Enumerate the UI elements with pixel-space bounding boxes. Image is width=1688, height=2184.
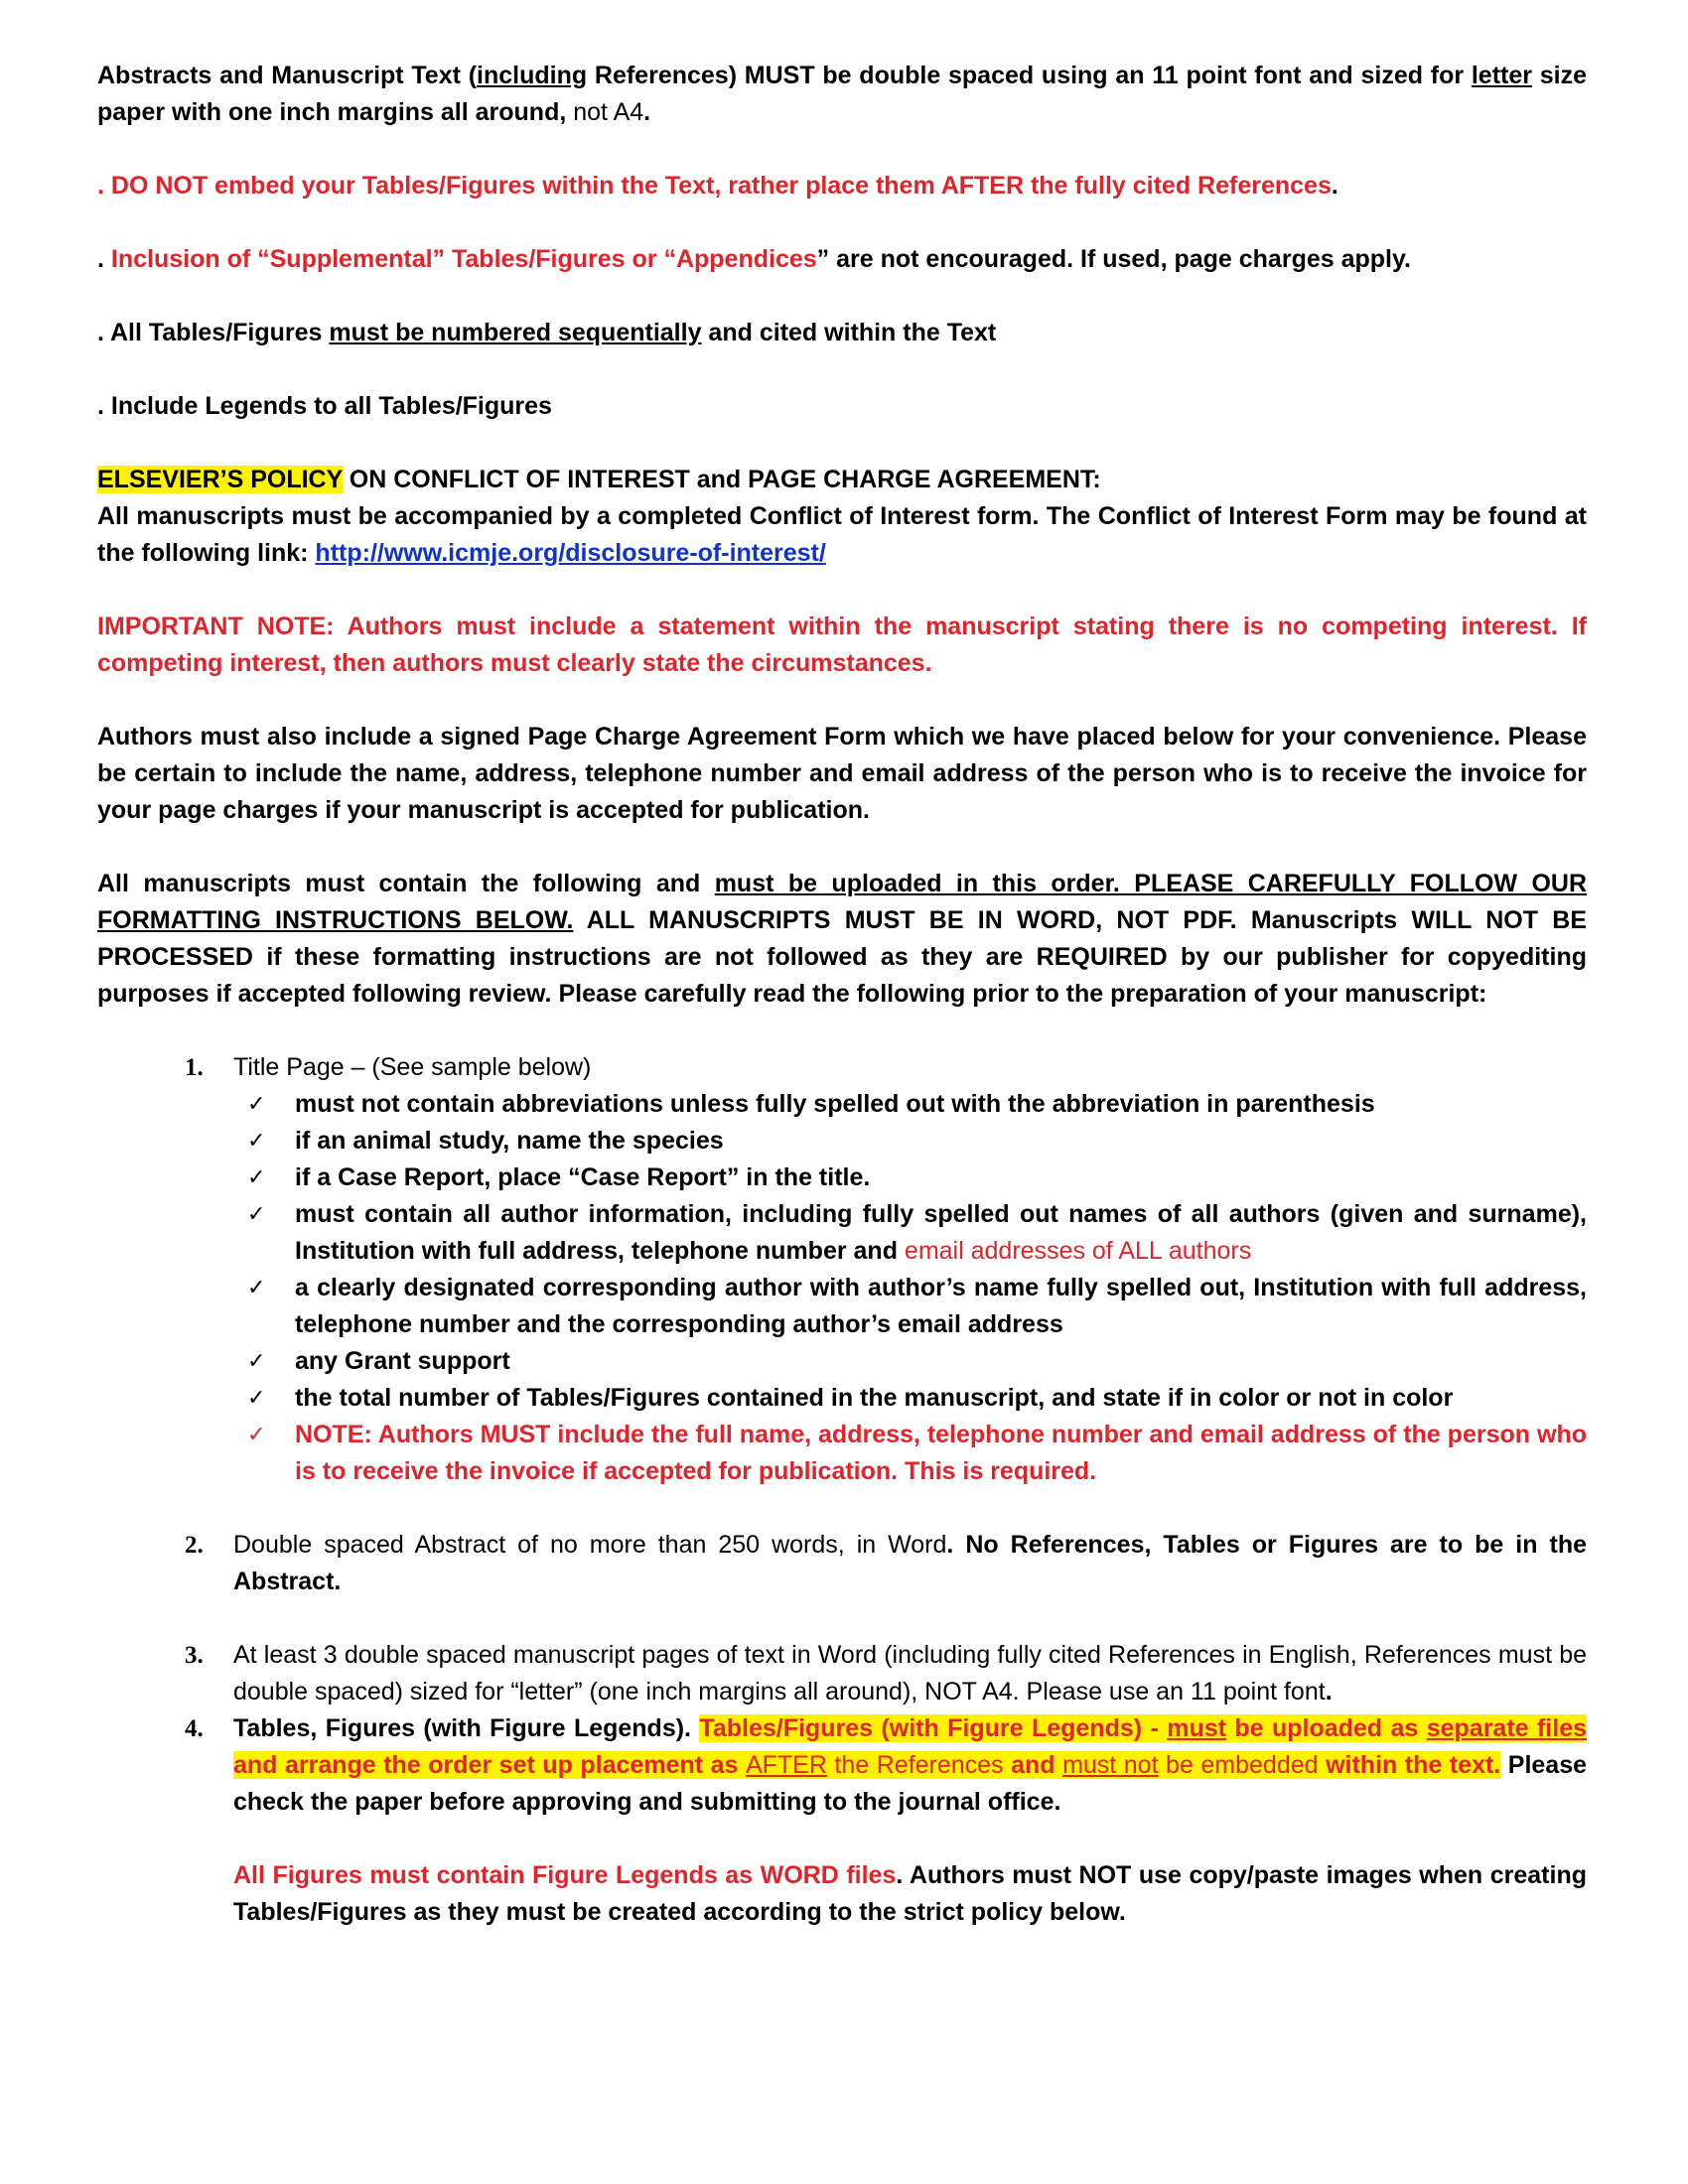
text-run: email addresses of ALL authors — [904, 1237, 1252, 1265]
checklist-item — [233, 1123, 1587, 1160]
checklist-item — [233, 1380, 1587, 1417]
text-run: . — [1325, 1678, 1333, 1706]
document-page — [97, 58, 1587, 1931]
text-run: a clearly designated corresponding author with author’s name fully spelled out, Institution with full address, telephone number and the corresponding author’s email address — [295, 1274, 1587, 1338]
bullet-supplemental — [97, 241, 1587, 278]
disclosure-link[interactable]: http://www.icmje.org/disclosure-of-interest/ — [315, 539, 826, 567]
text-run: must be numbered sequentially — [329, 319, 702, 346]
text-run: size paper with one inch margins all around, — [97, 62, 1587, 126]
text-run: letter — [1471, 62, 1532, 89]
text-run: Tables, Figures (with Figure Legends). — [233, 1714, 700, 1742]
text-run: must not contain abbreviations unless fully spelled out with the abbreviation in parenthesis — [295, 1090, 1375, 1118]
text-run: the total number of Tables/Figures contained in the manuscript, and state if in color or not in color — [295, 1384, 1454, 1412]
text-run: any Grant support — [295, 1347, 510, 1375]
gap — [97, 1490, 1587, 1527]
bullet-embed — [97, 168, 1587, 205]
text-run: . No References, Tables or Figures are to be in the Abstract. — [233, 1531, 1588, 1595]
list-item-title-page — [97, 1049, 1587, 1490]
list-number: 1. — [185, 1054, 204, 1081]
checkmark-icon: ✓ — [247, 1423, 266, 1447]
formatting-paragraph — [97, 58, 1587, 131]
text-run: . DO NOT embed your Tables/Figures within the Text, rather place them AFTER the fully cited References — [97, 172, 1332, 200]
text-run: and — [1011, 1751, 1063, 1779]
text-run: separate files — [1426, 1714, 1587, 1742]
requirements-list — [97, 1049, 1587, 1931]
text-run: be uploaded as — [1225, 1714, 1427, 1742]
text-run: . Authors must NOT use copy/paste images when creating Tables/Figures as they must be created according to the strict policy below. — [233, 1861, 1587, 1926]
gap — [97, 1600, 1587, 1637]
important-note: IMPORTANT NOTE: Authors must include a statement within the manuscript stating there is no competing interest. If competing interest, then authors must clearly state the circumstances. — [97, 613, 1587, 677]
checkmark-icon: ✓ — [247, 1129, 266, 1154]
text-run: ALL MANUSCRIPTS MUST BE IN WORD, NOT PDF. Manuscripts WILL NOT BE PROCESSED if these formatting instructions are not followed as they are REQUIRED by our publisher for copyediting purposes if accepted following review. Please carefully read the following prior to the preparation of your manuscript: — [97, 906, 1587, 1008]
checklist-item — [233, 1160, 1587, 1196]
text-run: . — [643, 98, 651, 126]
checklist-item — [233, 1270, 1587, 1343]
bullet-legends: . Include Legends to all Tables/Figures — [97, 392, 552, 420]
text-run: must contain all author information, including fully spelled out names of all authors (given and surname), Institution with full address, telephone number and — [295, 1200, 1587, 1265]
text-run: Double spaced Abstract of no more than 250 words, in Word — [233, 1531, 947, 1559]
checkmark-icon: ✓ — [247, 1386, 266, 1411]
text-run: if an animal study, name the species — [295, 1127, 724, 1155]
text-run: At least 3 double spaced manuscript pages of text in Word (including fully cited References in English, References must be double spaced) sized for “letter” (one inch margins all around), NOT A4. Please use an 11 point font — [233, 1641, 1587, 1706]
text-run: All manuscripts must be accompanied by a completed Conflict of Interest form. The Conflict of Interest Form may be found at the following link: — [97, 502, 1587, 567]
list-item-manuscript-pages — [97, 1637, 1587, 1710]
checklist-item — [233, 1086, 1587, 1123]
text-run: AFTER — [745, 1751, 827, 1779]
page-charge-paragraph: Authors must also include a signed Page Charge Agreement Form which we have placed below for your convenience. Please be certain to include the name, address, telephone number and email address of the person who is to receive the invoice for your page charges if your manuscript is accepted for publication. — [97, 723, 1587, 824]
list-item-tables-figures — [97, 1710, 1587, 1931]
bullet-numbering — [97, 315, 1587, 351]
text-run: Please check the paper before approving and submitting to the journal office. — [233, 1751, 1588, 1816]
text-run: and arrange the order set up placement as — [233, 1751, 746, 1779]
text-run: ON CONFLICT OF INTEREST and PAGE CHARGE AGREEMENT: — [342, 466, 1101, 493]
text-run: if a Case Report, place “Case Report” in the title. — [295, 1163, 871, 1191]
text-run: and cited within the Text — [701, 319, 997, 346]
text-run: must not — [1062, 1751, 1159, 1779]
text-run: must — [1167, 1714, 1226, 1742]
checkmark-icon: ✓ — [247, 1276, 266, 1300]
text-run: All Figures must contain Figure Legends as WORD files — [233, 1861, 897, 1889]
checklist-item — [233, 1343, 1587, 1380]
text-run: References) MUST be double spaced using an 11 point font and sized for — [587, 62, 1472, 89]
policy-body — [97, 498, 1587, 572]
text-run: Inclusion of “Supplemental” Tables/Figures or “Appendices — [110, 245, 817, 273]
text-run: ” are not encouraged. If used, page charges apply. — [816, 245, 1411, 273]
figure-legends-note — [233, 1857, 1587, 1931]
text-run: NOTE: Authors MUST include the full name, address, telephone number and email address of the person who is to receive the invoice if accepted for publication. This is required. — [295, 1421, 1587, 1485]
checkmark-icon: ✓ — [247, 1165, 266, 1190]
checklist — [233, 1086, 1587, 1490]
text-run: within the text. — [1326, 1751, 1501, 1779]
policy-heading — [97, 462, 1587, 498]
highlighted-text: ELSEVIER’S POLICY — [97, 466, 343, 493]
text-run: including — [477, 62, 588, 89]
text-run: . — [97, 245, 111, 273]
text-run: the References — [826, 1751, 1012, 1779]
list-item-title: Title Page – (See sample below) — [233, 1053, 592, 1081]
checkmark-icon: ✓ — [247, 1092, 266, 1117]
text-run: Abstracts and Manuscript Text ( — [97, 62, 478, 89]
checkmark-icon: ✓ — [247, 1349, 266, 1374]
list-number: 4. — [185, 1715, 204, 1742]
list-number: 2. — [185, 1532, 204, 1559]
list-item-abstract — [97, 1527, 1587, 1600]
upload-order-paragraph — [97, 866, 1587, 1013]
checklist-item-note — [233, 1417, 1587, 1490]
text-run: All manuscripts must contain the following and — [97, 870, 715, 897]
text-run: Tables/Figures (with Figure Legends) - — [699, 1714, 1168, 1742]
checkmark-icon: ✓ — [247, 1202, 266, 1227]
text-run: must be uploaded in this order. PLEASE CAREFULLY FOLLOW OUR FORMATTING INSTRUCTIONS BELOW. — [97, 870, 1588, 934]
text-run: . All Tables/Figures — [97, 319, 330, 346]
list-number: 3. — [185, 1642, 204, 1669]
text-run: . — [1331, 172, 1338, 200]
checklist-item — [233, 1196, 1587, 1270]
text-run: be embedded — [1158, 1751, 1327, 1779]
text-run: not A4 — [573, 98, 644, 126]
